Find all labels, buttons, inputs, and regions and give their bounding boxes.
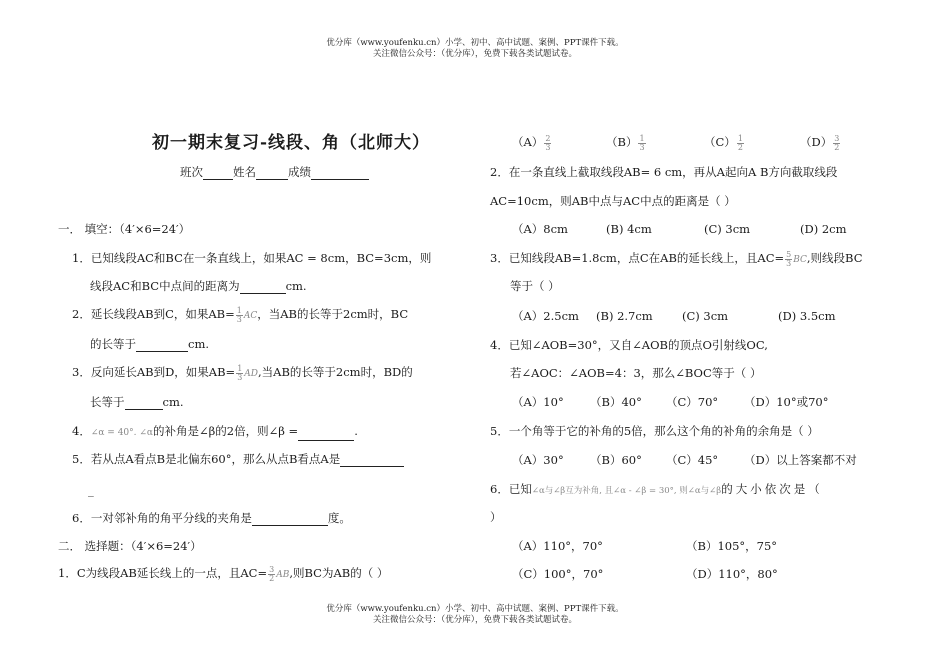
question-1-blank[interactable] [240,281,286,294]
choice-2-line-2: AC=10cm，则AB中点与AC中点的距离是（ ） [490,194,736,208]
section-1-heading: 一． 填空：（4′×6=24′） [58,222,191,236]
question-6: 6．一对邻补角的角平分线的夹角是 度。 [72,511,351,525]
question-2-unit: cm. [188,337,210,351]
choice-1-text-end: ,则BC为AB的（ ） [289,566,389,580]
option-fraction: $\frac{3}{2}$ [834,133,840,152]
question-1-unit: cm. [285,279,307,293]
choice-6-line-1 [490,481,823,499]
choice-5-question: 5．一个角等于它的补角的5倍，那么这个角的补角的余角是（ ） [490,424,819,438]
choice-6-option-a[interactable]: （A）110°，70° [512,539,603,553]
choice-2-option-d[interactable]: (D) 2cm [800,222,847,236]
choice-5-option-d[interactable]: （D）以上答案都不对 [744,453,857,467]
question-4: 4．∠α = 40°. ∠α的补角是∠β的2倍，则∠β = . [72,423,358,441]
choice-3-text-end: ,则线段BC [806,251,863,265]
choice-3-option-a[interactable]: （A）2.5cm [512,309,579,323]
fraction-one-third: $\frac{1}{3}$ [237,363,243,382]
variable-ad: AD [244,369,258,379]
variable-ac: AC [243,311,258,321]
choice-4-option-b[interactable]: （B）40° [590,395,642,409]
question-1-line-2 [90,278,307,294]
question-2-text-2: 的长等于 [90,337,136,351]
choice-6-option-d[interactable]: （D）110°，80° [686,567,778,581]
choice-4-option-d[interactable]: （D）10°或70° [744,395,829,409]
question-3-text-2: 长等于 [90,395,125,409]
choice-2-option-c[interactable]: (C) 3cm [704,222,751,236]
choice-2-option-a[interactable]: （A）8cm [512,222,568,236]
choice-1-option-d[interactable]: （D） $\frac{3}{2}$ [800,133,840,152]
choice-6-option-b[interactable]: （B）105°，75° [686,539,778,553]
choice-5-option-c[interactable]: （C）45° [666,453,719,467]
page-footer [0,604,950,626]
choice-3-line-1 [490,250,863,268]
choice-3-text: 3．已知线段AB=1.8cm，点C在AB的延长线上，且AC= [490,251,785,265]
option-fraction: $\frac{2}{3}$ [545,133,551,152]
question-5-text: 5．若从点A看点B是北偏东60°，那么从点B看点A是 [72,452,341,466]
name-blank[interactable] [256,167,288,180]
choice-1-option-a[interactable]: （A） $\frac{2}{3}$ [512,133,551,152]
header-line-2: 关注微信公众号：（优分库），免费下载各类试题试卷。 [372,49,577,59]
page-title: 初一期末复习-线段、角（北师大） [152,133,431,153]
choice-4-option-a[interactable]: （A）10° [512,395,564,409]
choice-6-line-2: ） [490,510,502,524]
choice-4-option-c[interactable]: （C）70° [666,395,719,409]
angle-formula: ∠α = 40°. ∠α [90,428,154,438]
choice-3-option-d[interactable]: (D) 3.5cm [778,309,836,323]
question-6-blank[interactable] [252,513,328,526]
question-1-line-1: 1．已知线段AC和BC在一条直线上，如果AC = 8cm，BC=3cm，则 [72,251,432,265]
question-3-text-end: ,当AB的长等于2cm时，BD的 [258,365,413,379]
page-header [0,38,950,60]
question-3-blank[interactable] [125,397,163,410]
fraction-three-halves: $\frac{3}{2}$ [269,564,275,583]
question-3-unit: cm. [162,395,184,409]
choice-2-option-b[interactable]: (B) 4cm [606,222,652,236]
choice-4-line-1: 4．已知∠AOB=30°，又自∠AOB的顶点O引射线OC, [490,338,768,352]
question-4-blank[interactable] [298,428,354,441]
score-label: 成绩 [288,165,311,179]
choice-3-option-b[interactable]: (B) 2.7cm [596,309,653,323]
choice-5-option-b[interactable]: （B）60° [590,453,642,467]
option-fraction: $\frac{1}{2}$ [737,133,743,152]
class-label: 班次 [180,165,203,179]
header-line-1: 优分库（www.youfenku.cn）小学、初中、高中试题、案例、PPT课件下载。 [326,38,624,48]
score-blank[interactable] [311,167,369,180]
student-info-line [180,164,369,180]
question-3-line-2 [90,394,184,410]
question-5-line-2: _ [88,483,94,497]
class-blank[interactable] [203,167,233,180]
choice-2-line-1: 2．在一条直线上截取线段AB= 6 cm，再从A起向A B方向截取线段 [490,165,838,179]
question-2-line-2 [90,336,209,352]
question-2-text: 2．延长线段AB到C，如果AB= [72,307,235,321]
footer-line-1: 优分库（www.youfenku.cn）小学、初中、高中试题、案例、PPT课件下载。 [326,604,624,614]
name-label: 姓名 [233,165,256,179]
choice-1-text: 1．C为线段AB延长线上的一点，且AC= [58,566,268,580]
question-3-line-1 [72,364,413,382]
choice-6-option-c[interactable]: （C）100°，70° [512,567,604,581]
option-fraction: $\frac{1}{3}$ [639,133,645,152]
question-4-text: 的补角是∠β的2倍，则∠β = [153,424,299,438]
choice-3-line-2: 等于（ ） [510,279,560,293]
variable-ab: AB [276,570,290,580]
question-5-line-1 [72,451,404,467]
question-2-text-end: ，当AB的长等于2cm时，BC [257,307,409,321]
question-3-text: 3．反向延长AB到D，如果AB= [72,365,236,379]
choice-4-line-2: 若∠AOC：∠AOB=4：3，那么∠BOC等于（ ） [510,366,762,380]
choice-1-option-b[interactable]: （B） $\frac{1}{3}$ [606,133,645,152]
variable-bc: BC [793,255,807,265]
choice-3-option-c[interactable]: (C) 3cm [682,309,729,323]
angle-formula: ∠α与∠β互为补角, 且∠α - ∠β = 30°, 则∠α与∠β [531,486,722,496]
choice-1-option-c[interactable]: （C） $\frac{1}{2}$ [704,133,743,152]
choice-1-question [58,565,388,583]
section-2-heading: 二． 选择题：（4′×6=24′） [58,539,202,553]
choice-5-option-a[interactable]: （A）30° [512,453,564,467]
question-2-blank[interactable] [136,339,188,352]
question-5-blank[interactable] [340,454,404,467]
choice-6-text: 6．已知 [490,482,532,496]
fraction-five-thirds: $\frac{5}{3}$ [786,249,792,268]
fraction-one-third: $\frac{1}{3}$ [236,305,242,324]
footer-line-2: 关注微信公众号：（优分库），免费下载各类试题试卷。 [372,615,577,625]
question-1-text: 线段AC和BC中点间的距离为 [90,279,240,293]
question-6-text: 6．一对邻补角的角平分线的夹角是 [72,511,252,525]
question-2-line-1 [72,306,408,324]
choice-6-text-end: 的大小依次是（ [721,482,823,496]
